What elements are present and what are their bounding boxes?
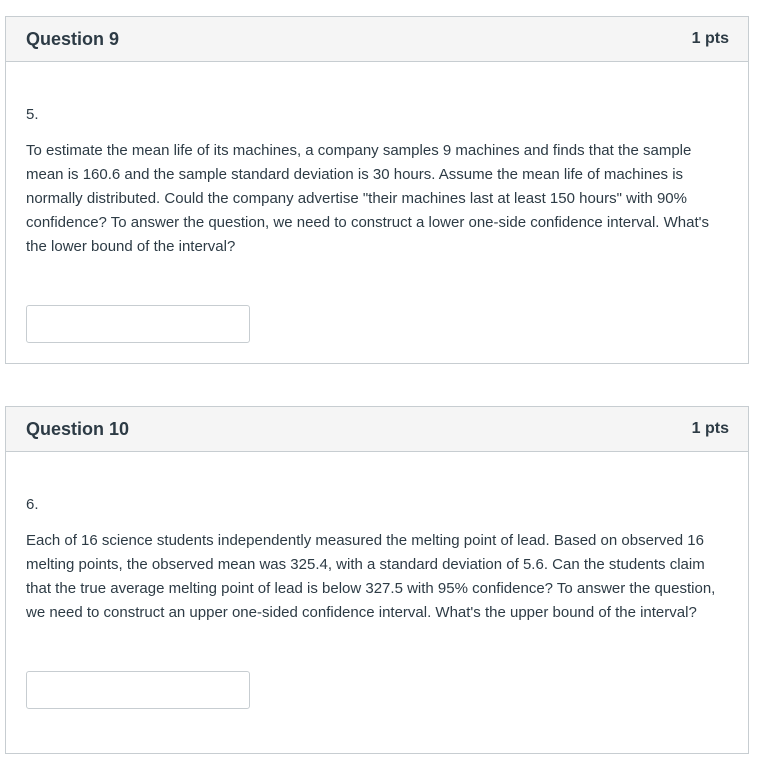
question-number: 5. bbox=[26, 106, 39, 123]
question-text: To estimate the mean life of its machines, a company samples 9 machines and finds that the sample mean is 160.6 and the sample standard deviation is 30 hours. Assume the mean life of machines is normally distributed. Could the company advertise "their machines last at least 150 hours" with 90% confidence? To answer the question, we need to construct a lower one-side confidence interval. What's the lower bound of the interval? bbox=[26, 142, 709, 255]
question-body bbox=[6, 452, 748, 709]
question-title: Question 10 bbox=[26, 418, 130, 439]
question-title: Question 9 bbox=[26, 28, 120, 49]
question-number: 6. bbox=[26, 496, 39, 513]
question-text: Each of 16 science students independently measured the melting point of lead. Based on observed 16 melting points, the observed mean was 325.4, with a standard deviation of 5.6. Can the students claim that the true average melting point of lead is below 327.5 with 95% confidence? To answer the question, we need to construct an upper one-sided confidence interval. What's the upper bound of the interval? bbox=[26, 532, 716, 621]
question-card-10 bbox=[5, 406, 749, 754]
question-points: 1 pts bbox=[691, 420, 729, 437]
question-body bbox=[6, 62, 748, 343]
question-header bbox=[6, 17, 748, 62]
question-header bbox=[6, 407, 748, 452]
answer-input[interactable] bbox=[26, 671, 250, 709]
answer-input[interactable] bbox=[26, 305, 250, 343]
question-card-9 bbox=[5, 16, 749, 364]
question-points: 1 pts bbox=[691, 30, 729, 47]
